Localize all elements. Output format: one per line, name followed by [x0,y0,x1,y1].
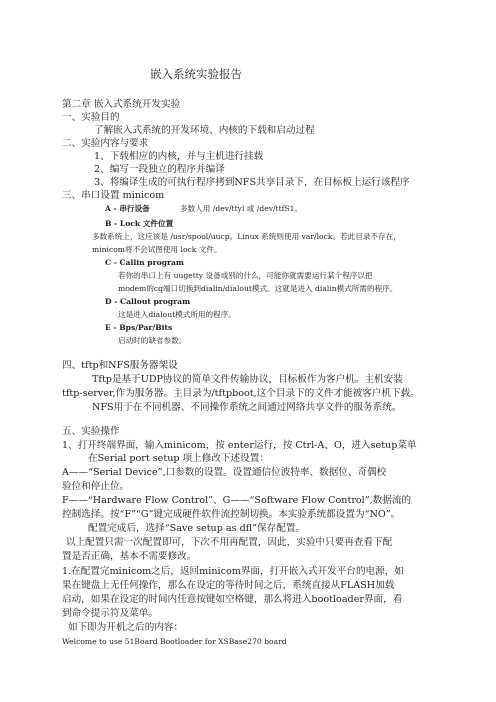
section-4-heading: 四、tftp和NFS服务器架设 [62,360,178,371]
section-5-line-7: 配置完成后，选择“Save setup as dfl”保存配置。 [88,523,306,534]
section-4-para-3: NFS用于在不同机器、不同操作系统之间通过网络共享文件的服务系统。 [92,402,402,413]
section-4-para-2: tftp-server,作为服务器。主目录为/tftpboot,这个目录下的文件才能被客户机下载。 [62,388,420,399]
option-e-desc: 启动时的缺省参数。 [118,336,187,345]
section-1-heading: 一、实验目的 [62,112,120,123]
option-c-desc-2: modem的cq端口切换到dialin/dialout模式。这就是进入 dialin模式所需的程序。 [118,284,398,293]
option-a-label: A - 串行设备 [105,204,150,213]
option-e-label: E - Bps/Par/Bits [105,323,173,332]
section-5-line-6: 控制选择。按“F”“G”键完成硬件软件流控制切换。本实验系统都设置为“NO”。 [62,509,401,520]
section-5-line-13: 到命令提示符及菜单。 [62,608,158,619]
option-b-desc-2: minicom将不会试图使用 lock 文件。 [92,245,222,254]
option-c-desc-1: 若你的串口上有 uugetty 设备或别的什么，可能你就需要运行某个程序以把 [118,271,373,280]
section-5-line-10: 1.在配置完minicom之后，返回minicom界面，打开嵌入式开发平台的电源，如 [62,566,404,577]
option-a-desc: 多数人用 /dev/ttyl 或 /dev/ttfS1。 [180,204,303,213]
section-5-line-11: 果在键盘上无任何操作，那么在设定的等待时间之后，系统直接从FLASH加载 [62,580,395,591]
section-5-line-1: 1、打开终端界面，输入minicom，按 enter运行，按 Ctrl-A、O，进入setup菜单 [62,440,417,451]
section-5-line-3: A——“Serial Device”,口参数的设置。设置通信位波特率、数据位、奇偶校 [62,467,387,478]
chapter-heading: 第二章 嵌入式系统开发实验 [62,99,181,110]
option-d-label: D - Callout program [105,297,191,306]
section-2-item-3: 3、将编译生成的可执行程序拷到NFS共享目录下，在目标板上运行该程序 [94,177,410,188]
bootloader-welcome-line: Welcome to use 51Board Bootloader for XSBase270 board [62,637,287,646]
section-5-line-14: 如下即为开机之后的内容： [68,622,184,633]
section-5-line-8: 以上配置只需一次配置即可，下次不用再配置，因此，实验中只要再查看下配 [66,537,393,548]
option-b-desc-1: 多数系统上，这应该是 /usr/spool/uucp。Linux 系统则使用 var/lock。若此目录不存在， [92,232,401,241]
section-5-line-9: 置是否正确，基本不需要修改。 [62,551,197,562]
section-5-line-12: 启动，如果在设定的时间内任意按键如空格键，那么将进入bootloader界面，看 [62,594,403,605]
section-5-heading: 五、实验操作 [62,426,120,437]
option-d-desc: 这是进入dialout模式所用的程序。 [118,310,236,319]
section-1-body: 了解嵌入式系统的开发环境、内核的下载和启动过程 [94,125,315,136]
option-b-label: B - Lock 文件位置 [105,219,174,228]
section-4-para-1: Tftp是基于UDP协议的简单文件传输协议，目标板作为客户机。主机安装 [92,374,403,385]
section-5-line-4: 验位和停止位。 [62,481,130,492]
section-2-heading: 二、实验内容与要求 [62,138,149,149]
section-5-line-5: F——“Hardware Flow Control”、G——“Software Flow Control”,数据流的 [62,495,412,506]
option-c-label: C - Callin program [105,258,184,267]
section-2-item-2: 2、编写一段独立的程序并编译 [94,164,225,175]
section-5-line-2: 在Serial port setup 项上修改下述设置： [88,453,269,464]
doc-title: 嵌入系统实验报告 [150,67,242,81]
section-2-item-1: 1、下载相应的内核，并与主机进行挂载 [94,151,264,162]
section-3-heading: 三、串口设置 minicom [62,190,165,201]
